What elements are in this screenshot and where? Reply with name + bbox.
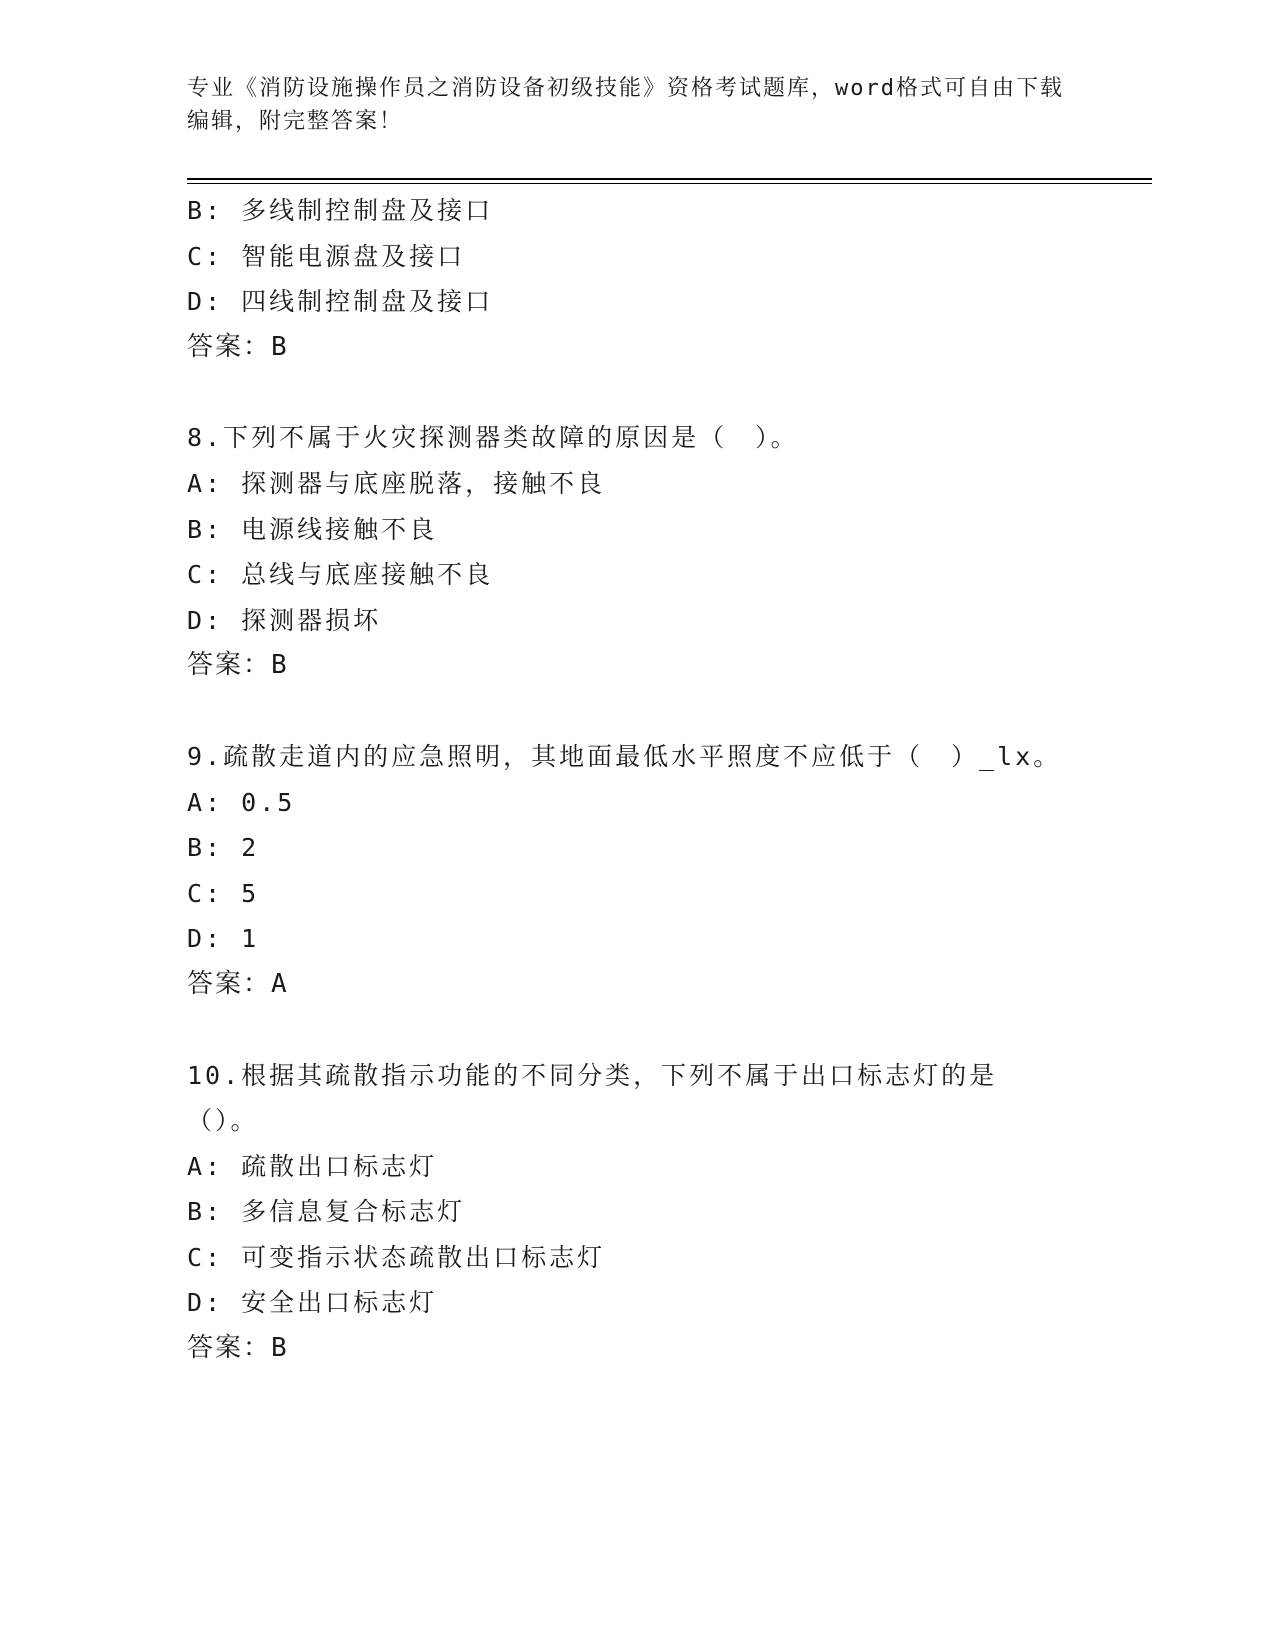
- answer: 答案：A: [187, 968, 289, 999]
- option-c: C: 智能电源盘及接口: [187, 241, 466, 271]
- header-divider: [187, 178, 1152, 184]
- question-list: [187, 188, 1067, 1372]
- option-c: C: 总线与底座接触不良: [187, 560, 494, 590]
- option-b: B: 电源线接触不良: [187, 514, 438, 544]
- question-7-tail: [187, 188, 1067, 370]
- option-c: C: 可变指示状态疏散出口标志灯: [187, 1242, 606, 1272]
- option-a: A: 0.5: [187, 787, 296, 817]
- answer: 答案：B: [187, 331, 289, 362]
- option-d: D: 1: [187, 924, 260, 954]
- option-b: B: 多线制控制盘及接口: [187, 196, 494, 225]
- question-10: [187, 1053, 1067, 1372]
- question-title: 8.下列不属于火灾探测器类故障的原因是（ ）。: [187, 423, 799, 453]
- option-c: C: 5: [187, 878, 260, 908]
- answer: 答案：B: [187, 650, 289, 681]
- option-d: D: 四线制控制盘及接口: [187, 287, 494, 317]
- answer: 答案：B: [187, 1333, 289, 1364]
- option-d: D: 探测器损坏: [187, 605, 382, 635]
- option-a: A: 探测器与底座脱落，接触不良: [187, 468, 606, 498]
- option-b: B: 2: [187, 833, 260, 863]
- question-8: [187, 415, 1067, 689]
- option-b: B: 多信息复合标志灯: [187, 1197, 466, 1227]
- question-9: [187, 734, 1067, 1008]
- question-title: 10.根据其疏散指示功能的不同分类，下列不属于出口标志灯的是（）。: [187, 1060, 998, 1136]
- option-a: A: 疏散出口标志灯: [187, 1151, 438, 1181]
- question-title: 9.疏散走道内的应急照明，其地面最低水平照度不应低于（ ）_lx。: [187, 741, 1062, 771]
- option-d: D: 安全出口标志灯: [187, 1288, 438, 1318]
- document-header: 专业《消防设施操作员之消防设备初级技能》资格考试题库，word格式可自由下载编辑，附完整答案！: [187, 76, 1064, 134]
